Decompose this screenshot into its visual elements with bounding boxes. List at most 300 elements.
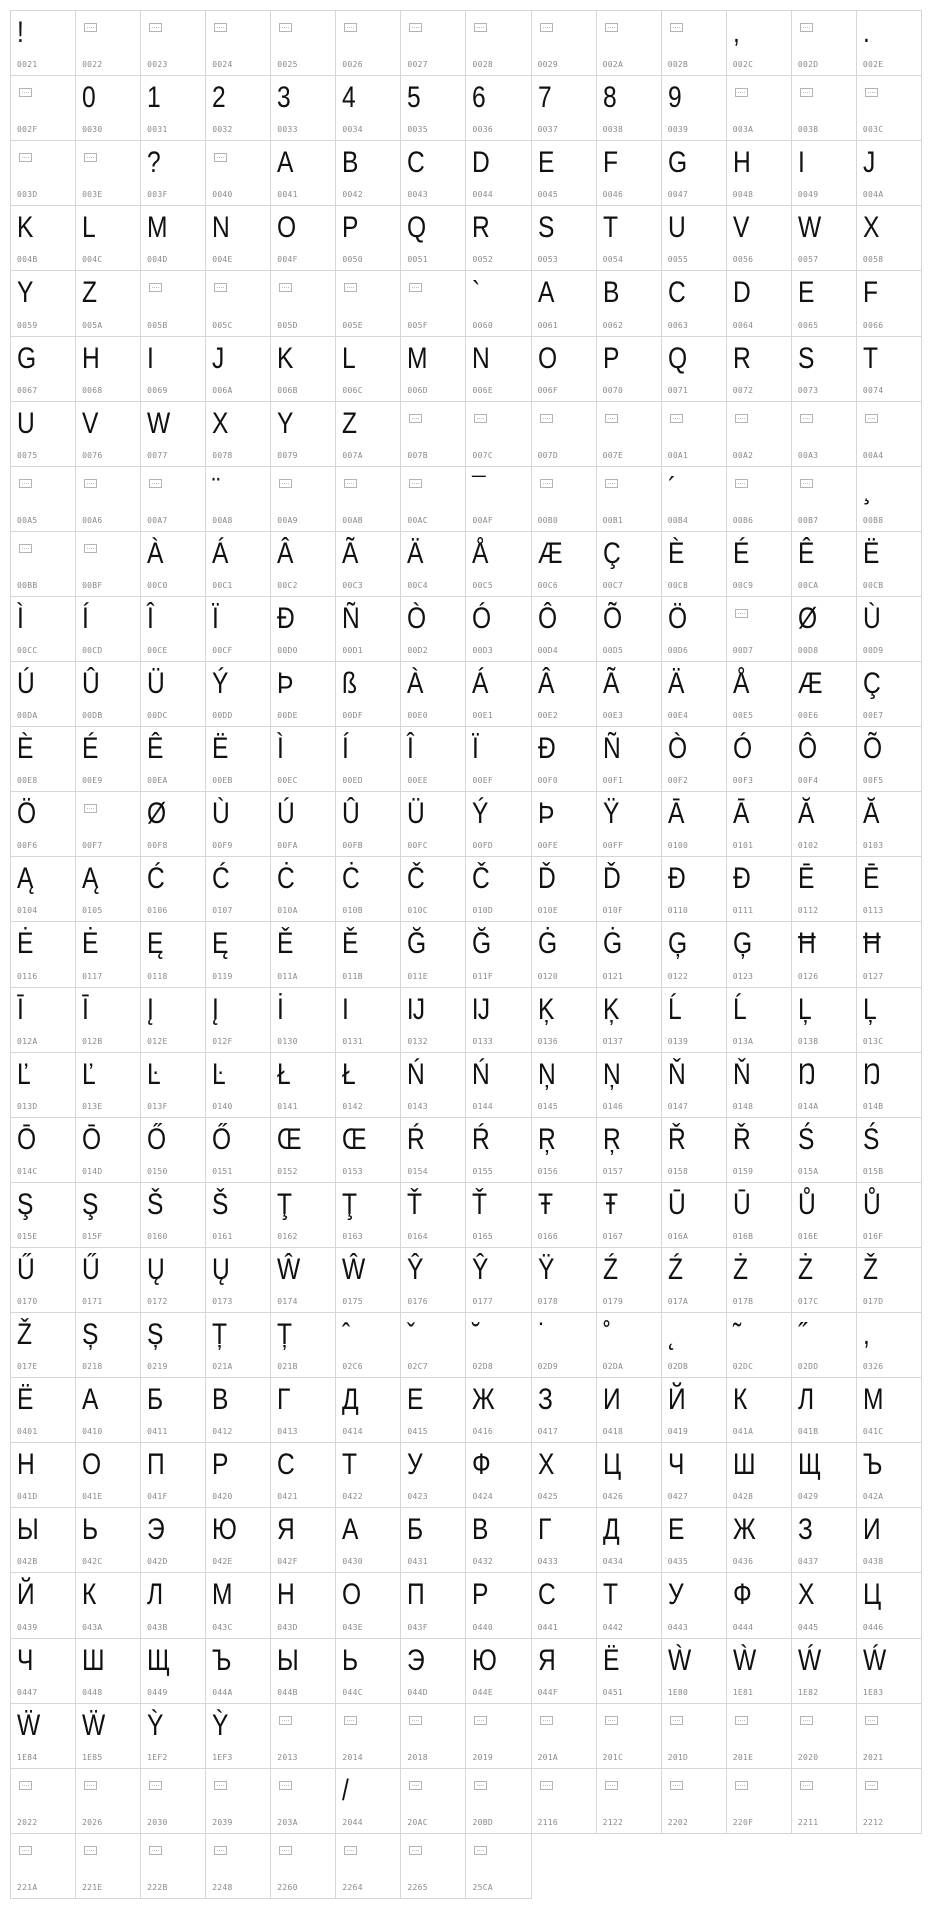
glyph-cell — [401, 727, 466, 792]
glyph-cell — [76, 271, 141, 336]
glyph-char: Š — [147, 1187, 164, 1221]
glyph-char: Ā — [732, 797, 750, 831]
glyph-char: Ñ — [602, 732, 621, 766]
glyph-cell — [11, 1313, 76, 1378]
codepoint-label: 02DA — [602, 1362, 624, 1372]
codepoint-label: 0434 — [602, 1557, 624, 1567]
glyph-cell — [662, 1639, 727, 1704]
codepoint-label: 0022 — [82, 60, 103, 70]
codepoint-label: 00EB — [212, 776, 233, 786]
glyph-cell — [466, 792, 531, 857]
codepoint-label: 0147 — [667, 1101, 689, 1111]
codepoint-label: 012A — [17, 1036, 38, 1046]
codepoint-label: 0162 — [277, 1231, 298, 1241]
glyph-cell — [11, 1378, 76, 1443]
codepoint-label: 00D6 — [667, 646, 689, 656]
codepoint-label: 013E — [82, 1101, 103, 1111]
codepoint-label: 0117 — [82, 971, 103, 981]
glyph-cell — [336, 1704, 401, 1769]
glyph-cell — [532, 11, 597, 76]
glyph-cell — [662, 857, 727, 922]
glyph-char: ` — [472, 276, 481, 310]
codepoint-label: 0425 — [537, 1492, 559, 1502]
codepoint-label: 0150 — [147, 1166, 168, 1176]
glyph-cell — [662, 271, 727, 336]
codepoint-label: 0073 — [797, 385, 819, 395]
glyph-char: Ц — [862, 1578, 882, 1612]
glyph-cell — [662, 76, 727, 141]
codepoint-label: 00CB — [862, 580, 884, 590]
codepoint-label: 011E — [407, 971, 428, 981]
glyph-cell — [76, 792, 141, 857]
glyph-char: Å — [732, 667, 750, 701]
glyph-cell — [271, 792, 336, 857]
glyph-cell — [662, 337, 727, 402]
codepoint-label: 010C — [407, 906, 428, 916]
glyph-cell — [336, 1508, 401, 1573]
codepoint-label: 004C — [82, 255, 103, 265]
glyph-char: U — [17, 406, 35, 440]
glyph-cell — [206, 1313, 271, 1378]
glyph-cell — [857, 1704, 922, 1769]
codepoint-label: 0413 — [277, 1427, 298, 1437]
glyph-char: Н — [17, 1448, 35, 1482]
glyph-cell — [76, 1639, 141, 1704]
codepoint-label: 0173 — [212, 1297, 233, 1307]
glyph-cell — [336, 792, 401, 857]
codepoint-label: 0428 — [732, 1492, 754, 1502]
codepoint-label: 0064 — [732, 320, 754, 330]
glyph-char: K — [277, 341, 294, 375]
codepoint-label: 004F — [277, 255, 298, 265]
codepoint-label: 2020 — [797, 1752, 819, 1762]
glyph-char: Ţ — [277, 1187, 293, 1221]
codepoint-label: 0078 — [212, 450, 233, 460]
codepoint-label: 0048 — [732, 190, 754, 200]
glyph-cell — [857, 402, 922, 467]
glyph-cell — [401, 1573, 466, 1638]
codepoint-label: 0166 — [537, 1231, 559, 1241]
codepoint-label: 00EE — [407, 776, 428, 786]
glyph-char: Ą — [82, 862, 99, 896]
codepoint-label: 044E — [472, 1687, 493, 1697]
codepoint-label: 043E — [342, 1622, 363, 1632]
glyph-char: Í — [82, 601, 89, 635]
codepoint-label: 0062 — [602, 320, 624, 330]
codepoint-label: 005D — [277, 320, 298, 330]
codepoint-label: 00A9 — [277, 515, 298, 525]
glyph-char: Ķ — [602, 992, 620, 1026]
codepoint-label: 00E9 — [82, 776, 103, 786]
codepoint-label: 0038 — [602, 125, 624, 135]
glyph-char: Ĳ — [407, 992, 426, 1026]
codepoint-label: 00AC — [407, 515, 428, 525]
missing-glyph-icon — [84, 804, 97, 813]
codepoint-label: 0027 — [407, 60, 428, 70]
codepoint-label: 00C0 — [147, 580, 168, 590]
codepoint-label: 0158 — [667, 1166, 689, 1176]
codepoint-label: 0111 — [732, 906, 754, 916]
glyph-char: W — [147, 406, 171, 440]
codepoint-label: 0177 — [472, 1297, 493, 1307]
codepoint-label: 0219 — [147, 1362, 168, 1372]
glyph-cell — [271, 11, 336, 76]
glyph-char: A — [277, 146, 294, 180]
glyph-char: Т — [602, 1578, 618, 1612]
glyph-char: B — [602, 276, 620, 310]
glyph-char: I — [147, 341, 154, 375]
glyph-cell — [141, 1573, 206, 1638]
glyph-char: G — [17, 341, 37, 375]
glyph-cell — [11, 141, 76, 206]
glyph-char: ˝ — [797, 1318, 807, 1352]
glyph-cell — [792, 1508, 857, 1573]
glyph-char: Ŧ — [602, 1187, 618, 1221]
codepoint-label: 002C — [732, 60, 754, 70]
codepoint-label: 00FB — [342, 841, 363, 851]
glyph-char: Ы — [277, 1643, 300, 1677]
glyph-cell — [662, 1769, 727, 1834]
glyph-char: ˛ — [667, 1318, 676, 1352]
missing-glyph-icon — [800, 88, 813, 97]
codepoint-label: 0416 — [472, 1427, 493, 1437]
codepoint-label: 2014 — [342, 1752, 363, 1762]
glyph-char: C — [407, 146, 426, 180]
codepoint-label: 02C7 — [407, 1362, 428, 1372]
glyph-cell — [11, 337, 76, 402]
codepoint-label: 0326 — [862, 1362, 884, 1372]
glyph-cell — [857, 206, 922, 271]
glyph-cell — [206, 988, 271, 1053]
glyph-char: ˇ — [407, 1318, 416, 1352]
codepoint-label: 00CC — [17, 646, 38, 656]
codepoint-label: 043D — [277, 1622, 298, 1632]
glyph-cell — [76, 727, 141, 792]
glyph-char: Þ — [537, 797, 554, 831]
codepoint-label: 011B — [342, 971, 363, 981]
glyph-char: ˘ — [472, 1318, 481, 1352]
glyph-char: Й — [17, 1578, 35, 1612]
codepoint-label: 222B — [147, 1882, 168, 1892]
glyph-char: À — [147, 536, 164, 570]
glyph-cell — [662, 141, 727, 206]
glyph-cell — [532, 662, 597, 727]
codepoint-label: 0058 — [862, 255, 884, 265]
codepoint-label: 011A — [277, 971, 298, 981]
glyph-char: Ф — [472, 1448, 492, 1482]
glyph-char: Ð — [537, 732, 556, 766]
codepoint-label: 00D5 — [602, 646, 624, 656]
glyph-char: V — [732, 211, 750, 245]
glyph-cell — [532, 727, 597, 792]
codepoint-label: 0156 — [537, 1166, 559, 1176]
glyph-cell — [466, 1378, 531, 1443]
codepoint-label: 00EA — [147, 776, 168, 786]
codepoint-label: 0171 — [82, 1297, 103, 1307]
glyph-cell — [727, 597, 792, 662]
glyph-cell — [206, 1573, 271, 1638]
codepoint-label: 0028 — [472, 60, 493, 70]
codepoint-label: 0047 — [667, 190, 689, 200]
codepoint-label: 0164 — [407, 1231, 428, 1241]
glyph-char: Ċ — [277, 862, 296, 896]
missing-glyph-icon — [605, 1716, 618, 1725]
missing-glyph-icon — [735, 414, 748, 423]
codepoint-label: 0041 — [277, 190, 298, 200]
codepoint-label: 0137 — [602, 1036, 624, 1046]
glyph-cell — [727, 988, 792, 1053]
glyph-char: Ó — [732, 732, 752, 766]
glyph-cell — [271, 1378, 336, 1443]
glyph-cell — [76, 857, 141, 922]
codepoint-label: 00F1 — [602, 776, 624, 786]
codepoint-label: 0442 — [602, 1622, 624, 1632]
codepoint-label: 021A — [212, 1362, 233, 1372]
glyph-cell — [532, 1313, 597, 1378]
glyph-cell — [857, 1639, 922, 1704]
codepoint-label: 0040 — [212, 190, 233, 200]
codepoint-label: 00F0 — [537, 776, 559, 786]
codepoint-label: 0071 — [667, 385, 689, 395]
codepoint-label: 0165 — [472, 1231, 493, 1241]
missing-glyph-icon — [149, 479, 162, 488]
glyph-char: Ű — [17, 1252, 35, 1286]
glyph-cell — [466, 206, 531, 271]
codepoint-label: 0031 — [147, 125, 168, 135]
glyph-char: Ж — [732, 1513, 756, 1547]
codepoint-label: 0170 — [17, 1297, 38, 1307]
glyph-char: Đ — [732, 862, 751, 896]
codepoint-label: 2030 — [147, 1817, 168, 1827]
glyph-char: Ẅ — [17, 1708, 41, 1742]
glyph-cell — [662, 1508, 727, 1573]
glyph-cell — [532, 76, 597, 141]
glyph-cell — [727, 662, 792, 727]
codepoint-label: 010D — [472, 906, 493, 916]
glyph-cell — [76, 988, 141, 1053]
codepoint-label: 0122 — [667, 971, 689, 981]
glyph-cell — [206, 11, 271, 76]
codepoint-label: 004A — [862, 190, 884, 200]
codepoint-label: 2202 — [667, 1817, 689, 1827]
glyph-cell — [401, 76, 466, 141]
glyph-cell — [857, 597, 922, 662]
glyph-cell — [141, 1704, 206, 1769]
codepoint-label: 004B — [17, 255, 38, 265]
codepoint-label: 006C — [342, 385, 363, 395]
codepoint-label: 2026 — [82, 1817, 103, 1827]
codepoint-label: 0218 — [82, 1362, 103, 1372]
codepoint-label: 0061 — [537, 320, 559, 330]
glyph-cell — [532, 337, 597, 402]
codepoint-label: 00E2 — [537, 711, 559, 721]
glyph-cell — [206, 597, 271, 662]
missing-glyph-icon — [409, 1846, 422, 1855]
glyph-cell — [11, 402, 76, 467]
codepoint-label: 007D — [537, 450, 559, 460]
glyph-cell — [466, 857, 531, 922]
glyph-char: 2 — [212, 81, 226, 115]
codepoint-label: 041C — [862, 1427, 884, 1437]
codepoint-label: 0104 — [17, 906, 38, 916]
glyph-char: Ų — [147, 1252, 165, 1286]
codepoint-label: 0126 — [797, 971, 819, 981]
glyph-char: R — [472, 211, 491, 245]
glyph-char: , — [732, 16, 740, 49]
glyph-char: Ș — [147, 1318, 164, 1352]
codepoint-label: 0052 — [472, 255, 493, 265]
codepoint-label: 2039 — [212, 1817, 233, 1827]
glyph-cell — [141, 792, 206, 857]
glyph-char: F — [862, 276, 878, 310]
codepoint-label: 0055 — [667, 255, 689, 265]
glyph-cell — [857, 76, 922, 141]
glyph-cell — [336, 467, 401, 532]
codepoint-label: 0148 — [732, 1101, 754, 1111]
glyph-cell — [76, 76, 141, 141]
glyph-char: İ — [277, 992, 285, 1026]
codepoint-label: 0050 — [342, 255, 363, 265]
glyph-char: Ỳ — [212, 1708, 229, 1742]
codepoint-label: 25CA — [472, 1882, 493, 1892]
glyph-cell — [532, 857, 597, 922]
codepoint-label: 00B7 — [797, 515, 819, 525]
codepoint-label: 012F — [212, 1036, 233, 1046]
glyph-char: Ū — [667, 1187, 686, 1221]
codepoint-label: 0077 — [147, 450, 168, 460]
missing-glyph-icon — [540, 23, 553, 32]
glyph-char: ¨ — [212, 471, 221, 505]
glyph-cell — [727, 1183, 792, 1248]
glyph-cell — [401, 1508, 466, 1573]
codepoint-label: 0418 — [602, 1427, 624, 1437]
glyph-char: ´ — [667, 471, 676, 505]
codepoint-label: 016B — [732, 1231, 754, 1241]
glyph-cell — [206, 467, 271, 532]
codepoint-label: 221E — [82, 1882, 103, 1892]
codepoint-label: 016A — [667, 1231, 689, 1241]
glyph-char: Ŋ — [797, 1057, 816, 1091]
codepoint-label: 00E8 — [17, 776, 38, 786]
codepoint-label: 0420 — [212, 1492, 233, 1502]
codepoint-label: 043B — [147, 1622, 168, 1632]
glyph-cell — [401, 662, 466, 727]
glyph-char: З — [537, 1383, 553, 1417]
missing-glyph-icon — [149, 1781, 162, 1790]
glyph-cell — [466, 402, 531, 467]
codepoint-label: 007B — [407, 450, 428, 460]
codepoint-label: 0451 — [602, 1687, 624, 1697]
glyph-char: Ï — [212, 601, 220, 635]
glyph-cell — [597, 271, 662, 336]
glyph-cell — [141, 922, 206, 987]
glyph-char: K — [17, 211, 34, 245]
codepoint-label: 00BF — [82, 580, 103, 590]
codepoint-label: 02DC — [732, 1362, 754, 1372]
glyph-char: З — [797, 1513, 813, 1547]
glyph-char: Д — [342, 1383, 360, 1417]
glyph-char: Ő — [147, 1122, 167, 1156]
glyph-cell — [206, 532, 271, 597]
codepoint-label: 014C — [17, 1166, 38, 1176]
glyph-char: Ã — [602, 667, 620, 701]
glyph-char: Ŵ — [342, 1252, 366, 1286]
glyph-cell — [662, 922, 727, 987]
missing-glyph-icon — [84, 479, 97, 488]
codepoint-label: 002F — [17, 125, 38, 135]
glyph-cell — [597, 857, 662, 922]
glyph-cell — [401, 922, 466, 987]
codepoint-label: 00B1 — [602, 515, 624, 525]
glyph-char: N — [472, 341, 491, 375]
glyph-cell — [532, 206, 597, 271]
glyph-cell — [792, 271, 857, 336]
glyph-char: Ś — [862, 1122, 880, 1156]
missing-glyph-icon — [409, 283, 422, 292]
glyph-cell — [11, 1639, 76, 1704]
glyph-char: Ō — [17, 1122, 37, 1156]
glyph-cell — [662, 1573, 727, 1638]
codepoint-label: 1E80 — [667, 1687, 689, 1697]
glyph-cell — [271, 922, 336, 987]
codepoint-label: 0172 — [147, 1297, 168, 1307]
glyph-cell — [662, 597, 727, 662]
codepoint-label: 0051 — [407, 255, 428, 265]
codepoint-label: 0133 — [472, 1036, 493, 1046]
glyph-char: É — [732, 536, 750, 570]
glyph-cell — [792, 857, 857, 922]
glyph-cell — [532, 1639, 597, 1704]
glyph-char: Ý — [472, 797, 489, 831]
missing-glyph-icon — [19, 1846, 32, 1855]
glyph-char: O — [537, 341, 557, 375]
glyph-char: Ẁ — [732, 1643, 757, 1677]
codepoint-label: 00CA — [797, 580, 819, 590]
glyph-char: Х — [797, 1578, 815, 1612]
glyph-char: Ň — [732, 1057, 751, 1091]
glyph-char: C — [667, 276, 686, 310]
glyph-char: Ğ — [407, 927, 427, 961]
glyph-cell — [11, 922, 76, 987]
glyph-char: À — [407, 667, 424, 701]
glyph-cell — [727, 1378, 792, 1443]
glyph-char: О — [342, 1578, 362, 1612]
glyph-cell — [271, 1769, 336, 1834]
glyph-cell — [336, 11, 401, 76]
codepoint-label: 011F — [472, 971, 493, 981]
glyph-cell — [76, 467, 141, 532]
glyph-cell — [597, 11, 662, 76]
codepoint-label: 017B — [732, 1297, 754, 1307]
glyph-char: П — [147, 1448, 165, 1482]
codepoint-label: 0435 — [667, 1557, 689, 1567]
glyph-cell — [271, 1443, 336, 1508]
glyph-cell — [141, 1183, 206, 1248]
glyph-char: Q — [667, 341, 687, 375]
glyph-char: Ţ — [342, 1187, 358, 1221]
glyph-char: Ē — [797, 862, 815, 896]
glyph-char: ß — [342, 667, 358, 701]
glyph-char: Õ — [602, 601, 622, 635]
missing-glyph-icon — [605, 479, 618, 488]
glyph-cell — [76, 532, 141, 597]
glyph-cell — [532, 922, 597, 987]
codepoint-label: 00D8 — [797, 646, 819, 656]
glyph-char: Å — [472, 536, 489, 570]
glyph-cell — [597, 1443, 662, 1508]
glyph-char: Ș — [82, 1318, 99, 1352]
glyph-cell — [792, 1053, 857, 1118]
